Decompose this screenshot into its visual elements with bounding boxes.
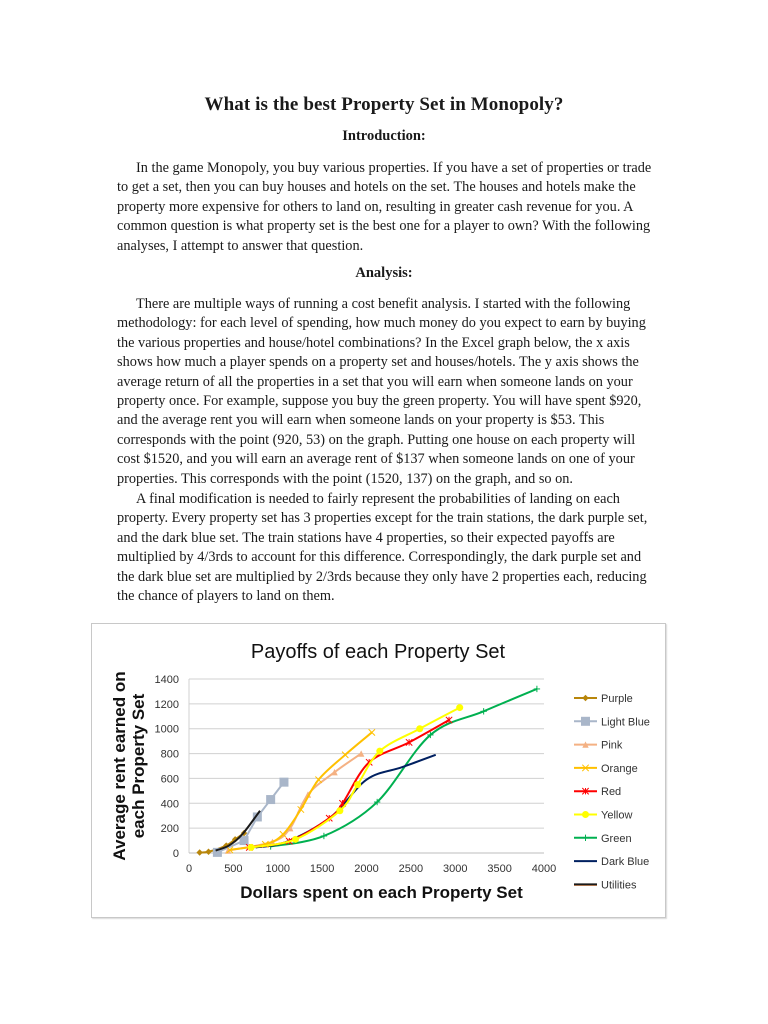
- chart-title: Payoffs of each Property Set: [250, 641, 506, 663]
- svg-text:Purple: Purple: [601, 693, 633, 705]
- svg-text:Yellow: Yellow: [601, 809, 633, 822]
- legend-item-green: [574, 833, 632, 845]
- paragraph-text: There are multiple ways of running a cost benefit analysis. I started with the following methodology: for each level of spending, how much money do you expect to earn by buying the various properties and house/hotel combinations? In the Excel graph below, the x axis shows how much a player spends on a property set and houses/hotels. The y axis shows the average return of all the properties in a set that you will earn when someone lands on your property once. For example, suppose you buy the green property. You will have spent $920, and the average rent you will earn when someone lands on your property is $53. This corresponds with the point (920, 53) on the graph. Putting one house on each property will cost $1520, and you will earn an average rent of $137 when someone lands on one of your properties. This corresponds with the point (1520, 137) on the graph, and so on.: [117, 296, 646, 487]
- x-tick-label: 0: [185, 863, 193, 875]
- legend-item-purple: [574, 693, 633, 705]
- x-tick-label: 2500: [398, 863, 424, 875]
- svg-text:Orange: Orange: [601, 762, 638, 775]
- svg-text:Pink: Pink: [601, 739, 623, 752]
- legend-item-dark-blue: [574, 856, 649, 868]
- legend-item-yellow: [574, 810, 632, 822]
- legend-item-orange: [574, 763, 638, 775]
- document-title: What is the best Property Set in Monopoly?: [204, 94, 564, 115]
- y-tick-label: 400: [160, 798, 179, 811]
- section-heading-analysis: Analysis:: [355, 265, 413, 281]
- paragraph-text: A final modification is needed to fairly represent the probabilities of landing on each property. Every property set has 3 properties except for the train stations, the dark purple set, and the dark blue set. The train stations have 4 properties, so their expected payoffs are multiplied by 4/3rds to account for this difference. Correspondingly, the dark purple set and the dark blue set are multiplied by 2/3rds because they only have 2 properties each, reducing the chance of players to land on them.: [117, 491, 648, 605]
- y-tick-label: 200: [160, 823, 179, 836]
- svg-text:Green: Green: [601, 832, 632, 845]
- section-heading-introduction: Introduction:: [342, 128, 426, 144]
- series-red: [246, 717, 452, 851]
- svg-text:Dark Blue: Dark Blue: [601, 856, 650, 869]
- x-tick-label: 4000: [531, 863, 557, 875]
- svg-text:each Property Set: each Property Set: [129, 693, 148, 839]
- x-axis-label: Dollars spent on each Property Set: [240, 883, 523, 902]
- series-yellow: [248, 704, 464, 851]
- series-green: [267, 686, 540, 850]
- x-tick-label: 2000: [354, 863, 379, 875]
- legend-item-red: [574, 786, 621, 798]
- x-tick-label: 3000: [443, 863, 468, 875]
- paragraph-introduction: [117, 159, 655, 256]
- svg-text:Average rent earned on: Average rent earned on: [110, 671, 129, 861]
- x-tick-label: 1000: [265, 863, 290, 875]
- x-tick-label: 3500: [487, 863, 512, 875]
- svg-text:Utilities: Utilities: [601, 879, 637, 892]
- svg-text:Light Blue: Light Blue: [601, 716, 650, 729]
- legend-item-pink: [574, 740, 623, 752]
- x-tick-label: 500: [224, 863, 243, 875]
- y-tick-label: 600: [160, 773, 179, 786]
- y-tick-label: 1000: [154, 723, 179, 736]
- paragraph-analysis-methodology: [117, 295, 655, 489]
- svg-text:Red: Red: [601, 786, 622, 799]
- y-tick-label: 800: [160, 748, 179, 761]
- paragraph-analysis-modification: [117, 490, 655, 606]
- y-axis-label: [110, 671, 148, 860]
- chart-canvas: [92, 624, 665, 917]
- legend-item-light-blue: [574, 716, 650, 728]
- payoffs-chart: [91, 623, 666, 918]
- y-tick-label: 0: [172, 848, 179, 860]
- y-tick-label: 1200: [154, 698, 179, 711]
- x-tick-label: 1500: [309, 863, 335, 875]
- legend-item-utilities: [574, 879, 637, 891]
- paragraph-text: In the game Monopoly, you buy various properties. If you have a set of properties or trade to get a set, then you can buy houses and hotels on the set. The houses and hotels make the property more expensive for others to land on, resulting in greater cash revenue for you. A common question is what property set is the best one for a player to own? With the following analyses, I attempt to answer that question.: [117, 160, 652, 254]
- y-tick-label: 1400: [154, 674, 179, 686]
- chart-legend: [574, 693, 650, 891]
